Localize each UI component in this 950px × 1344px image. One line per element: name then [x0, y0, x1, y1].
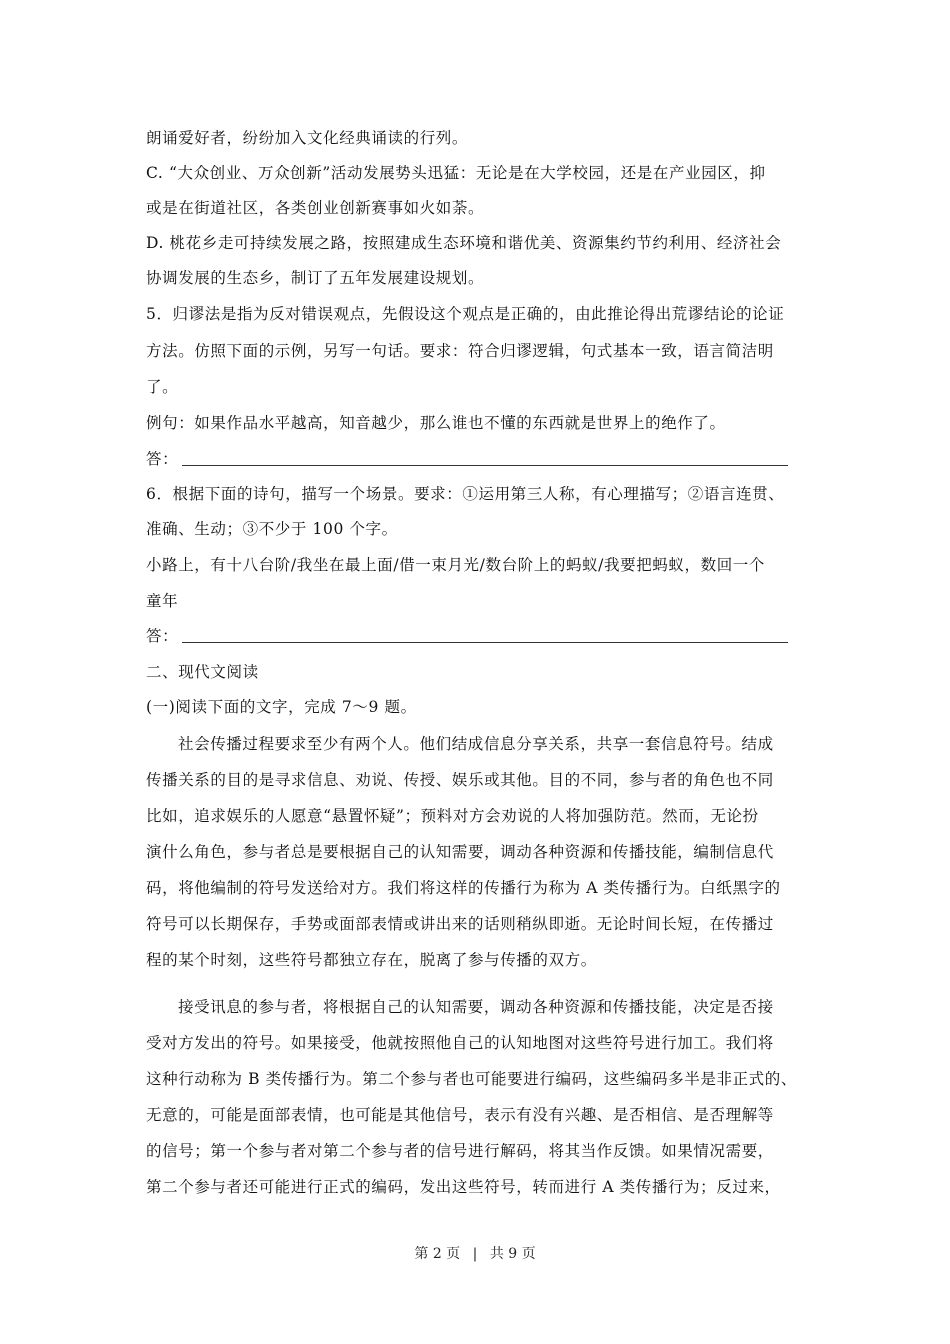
text-line: 或是在街道社区，各类创业创新赛事如火如荼。 [146, 199, 485, 217]
text-line: 方法。仿照下面的示例，另写一句话。要求：符合归谬逻辑，句式基本一致，语言简洁明 [146, 342, 774, 360]
paragraph-2-line: 无意的，可能是面部表情，也可能是其他信号，表示有没有兴趣、是否相信、是否理解等 [146, 1106, 774, 1124]
answer-label: 答： [146, 450, 179, 468]
paragraph-2-line: 第二个参与者还可能进行正式的编码，发出这些符号，转而进行 A 类传播行为；反过来， [146, 1178, 781, 1196]
text-line: 了。 [146, 378, 179, 396]
answer-line-5 [146, 449, 816, 469]
question-6-line: 6．根据下面的诗句，描写一个场景。要求：①运用第三人称，有心理描写；②语言连贯、 [146, 485, 785, 503]
answer-blank [182, 465, 788, 466]
option-d-line: D. 桃花乡走可持续发展之路，按照建成生态环境和谐优美、资源集约节约利用、经济社会 [146, 234, 782, 252]
answer-blank [182, 642, 788, 643]
text-line: 协调发展的生态乡，制订了五年发展建设规划。 [146, 269, 485, 287]
subsection-heading: (一)阅读下面的文字，完成 7～9 题。 [146, 698, 417, 716]
paragraph-2-line: 这种行动称为 B 类传播行为。第二个参与者也可能要进行编码，这些编码多半是非正式的、 [146, 1070, 797, 1088]
option-c-line: C. “大众创业、万众创新”活动发展势头迅猛：无论是在大学校园，还是在产业园区，抑 [146, 164, 766, 182]
page-footer [0, 1244, 950, 1264]
paragraph-1-line: 演什么角色，参与者总是要根据自己的认知需要，调动各种资源和传播技能，编制信息代 [146, 843, 774, 861]
paragraph-1-line: 码，将他编制的符号发送给对方。我们将这样的传播行为称为 A 类传播行为。白纸黑字的 [146, 879, 781, 897]
text-line: 朗诵爱好者，纷纷加入文化经典诵读的行列。 [146, 129, 469, 147]
poem-line: 小路上，有十八台阶/我坐在最上面/借一束月光/数台阶上的蚂蚁/我要把蚂蚁，数回一个 [146, 556, 765, 574]
paragraph-1-line: 比如，追求娱乐的人愿意“悬置怀疑”；预料对方会劝说的人将加强防范。然而，无论扮 [146, 807, 759, 825]
answer-line-6 [146, 626, 816, 646]
paragraph-1-line: 符号可以长期保存，手势或面部表情或讲出来的话则稍纵即逝。无论时间长短，在传播过 [146, 915, 774, 933]
paragraph-2-line: 的信号；第一个参与者对第二个参与者的信号进行解码，将其当作反馈。如果情况需要， [146, 1142, 774, 1160]
text-line: 准确、生动；③不少于 100 个字。 [146, 520, 398, 538]
answer-label: 答： [146, 627, 179, 645]
poem-line: 童年 [146, 592, 179, 610]
footer-separator: | [472, 1246, 478, 1262]
paragraph-1-line: 程的某个时刻，这些符号都独立存在，脱离了参与传播的双方。 [146, 951, 597, 969]
paragraph-2-line: 受对方发出的符号。如果接受，他就按照他自己的认知地图对这些符号进行加工。我们将 [146, 1034, 774, 1052]
page-total: 共 9 页 [489, 1246, 536, 1262]
section-heading: 二、现代文阅读 [146, 663, 259, 681]
question-5-line: 5．归谬法是指为反对错误观点，先假设这个观点是正确的，由此推论得出荒谬结论的论证 [146, 305, 785, 323]
page-number: 第 2 页 [414, 1246, 461, 1262]
example-sentence: 例句：如果作品水平越高，知音越少，那么谁也不懂的东西就是世界上的绝作了。 [146, 414, 726, 432]
paragraph-1-line: 社会传播过程要求至少有两个人。他们结成信息分享关系，共享一套信息符号。结成 [178, 735, 774, 753]
paragraph-2-line: 接受讯息的参与者，将根据自己的认知需要，调动各种资源和传播技能，决定是否接 [178, 998, 774, 1016]
paragraph-1-line: 传播关系的目的是寻求信息、劝说、传授、娱乐或其他。目的不同，参与者的角色也不同 [146, 771, 774, 789]
